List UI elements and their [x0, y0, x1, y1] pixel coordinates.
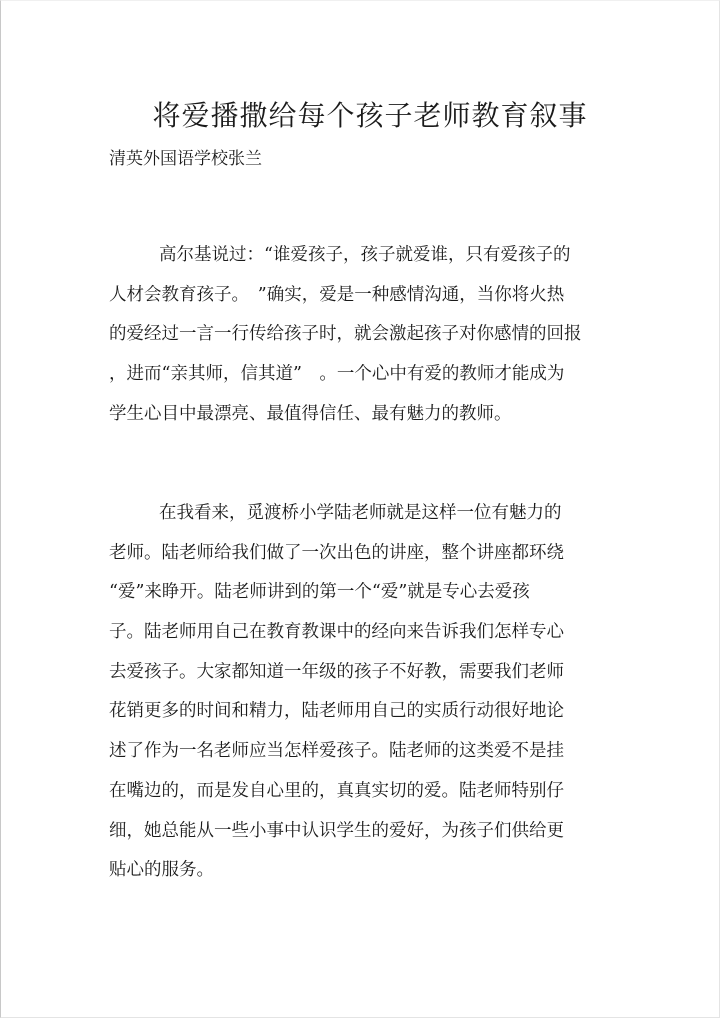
paragraph-line: 花销更多的时间和精力，陆老师用自己的实质行动很好地论 [109, 701, 564, 722]
paragraph-line: 人材会教育孩子。 ”确实，爱是一种感情沟通，当你将火热 [109, 284, 565, 305]
paragraph-line: ，进而“亲其师，信其道” 。一个心中有爱的教师才能成为 [109, 364, 565, 385]
paragraph-line: 贴心的服务。 [109, 860, 214, 881]
paragraph-line: 高尔基说过：“谁爱孩子，孩子就爱谁，只有爱孩子的 [159, 245, 571, 265]
paragraph-line: “爱”来睁开。陆老师讲到的第一个“爱”就是专心去爱孩 [109, 582, 530, 603]
paragraph-line: 在嘴边的，而是发自心里的，真真实切的爱。陆老师特别仔 [109, 780, 564, 801]
paragraph-line: 老师。陆老师给我们做了一次出色的讲座，整个讲座都环绕 [109, 542, 564, 563]
paragraph-line: 去爱孩子。大家都知道一年级的孩子不好教，需要我们老师 [109, 661, 564, 682]
paragraph-line: 在我看来，觅渡桥小学陆老师就是这样一位有魅力的 [159, 503, 562, 523]
paragraph-line: 子。陆老师用自己在教育教课中的经向来告诉我们怎样专心 [109, 622, 564, 643]
document-title: 将爱播撒给每个孩子老师教育叙事 [152, 99, 588, 132]
paragraph-line: 的爱经过一言一行传给孩子时，就会激起孩子对你感情的回报 [109, 324, 582, 345]
paragraph-line: 细，她总能从一些小事中认识学生的爱好，为孩子们供给更 [109, 820, 564, 841]
paragraph-line: 学生心目中最漂亮、最值得信任、最有魅力的教师。 [109, 403, 512, 424]
paragraph-line: 述了作为一名老师应当怎样爱孩子。陆老师的这类爱不是挂 [109, 741, 564, 762]
document-author: 清英外国语学校张兰 [109, 149, 262, 169]
paragraph-1 [109, 236, 585, 434]
paragraph-2 [109, 494, 585, 891]
